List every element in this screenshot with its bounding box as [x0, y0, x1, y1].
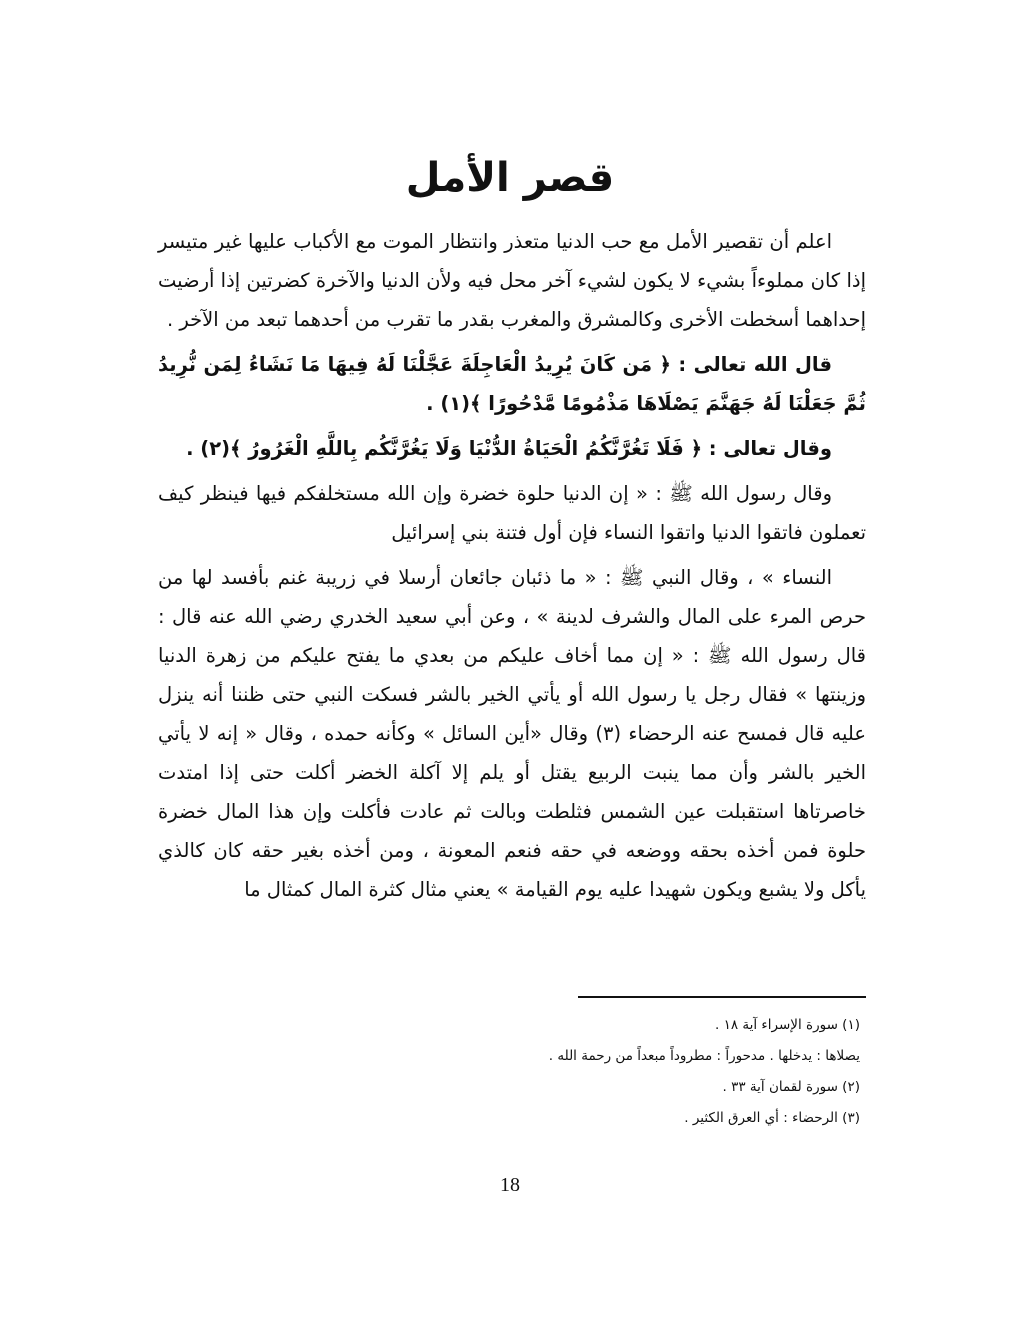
footnote-2: (٢) سورة لقمان آية ٣٣ .	[722, 1079, 860, 1095]
page-title: قصر الأمل	[405, 155, 615, 201]
footnotes	[300, 1010, 860, 1134]
body-text	[158, 222, 866, 915]
page-number: 18	[500, 1174, 520, 1196]
footnote-1: (١) سورة الإسراء آية ١٨ .	[714, 1017, 860, 1033]
footnote-3: (٣) الرحضاء : أي العرق الكثير .	[684, 1110, 860, 1126]
paragraph-quran-verse-1: قال الله تعالى : ﴿ مَن كَانَ يُرِيدُ الْعَاجِلَةَ عَجَّلْنَا لَهُ فِيهَا مَا نَشَاءُ لِمَن نُّرِيدُ ثُمَّ جَعَلْنَا لَهُ جَهَنَّمَ يَصْلَاهَا مَذْمُومًا مَّدْحُورًا ﴾(١) .	[158, 353, 866, 415]
paragraph-hadith-2: النساء » ، وقال النبي ﷺ : « ما ذئبان جائعان أرسلا في زريبة غنم بأفسد لها من حرص المرء على المال والشرف لدينة » ، وعن أبي سعيد الخدري رضي الله عنه قال : قال رسول الله ﷺ : « إن مما أخاف عليكم من بعدي ما يفتح عليكم من زهرة الدنيا وزينتها » فقال رجل يا رسول الله أو يأتي الخير بالشر فسكت النبي حتى ظننا أنه ينزل عليه قال فمسح عنه الرحضاء (٣) وقال «أين السائل » وكأنه حمده ، وقال « إنه لا يأتي الخير بالشر وأن مما ينبت الربيع يقتل أو يلم إلا آكلة الخضر أكلت حتى إذا امتدت خاصرتاها استقبلت عين الشمس فثلطت وبالت ثم عادت فأكلت وإن هذا المال خضرة حلوة فمن أخذه بحقه ووضعه في حقه فنعم المعونة ، ومن أخذه بغير حقه كان كالذي يأكل ولا يشبع ويكون شهيدا عليه يوم القيامة » يعني مثال كثرة المال كمثال ما	[158, 566, 866, 901]
paragraph-quran-verse-2: وقال تعالى : ﴿ فَلَا تَغُرَّنَّكُمُ الْحَيَاةُ الدُّنْيَا وَلَا يَغُرَّنَّكُم بِاللَّهِ الْغَرُورُ ﴾(٢) .	[186, 437, 832, 460]
footnote-divider	[578, 996, 866, 998]
paragraph-hadith-1: وقال رسول الله ﷺ : « إن الدنيا حلوة خضرة وإن الله مستخلفكم فيها فينظر كيف تعملون فاتقوا الدنيا واتقوا النساء فإن أول فتنة بني إسرائيل	[158, 482, 866, 544]
footnote-1-gloss: يصلاها : يدخلها . مدحوراً : مطروداً مبعداً من رحمة الله .	[548, 1048, 860, 1064]
paragraph-intro: اعلم أن تقصير الأمل مع حب الدنيا متعذر وانتظار الموت مع الأكباب عليها غير متيسر إذا كان مملوءاً بشيء لا يكون لشيء آخر محل فيه ولأن الدنيا والآخرة كضرتين إذا أرضيت إحداهما أسخطت الأخرى وكالمشرق والمغرب بقدر ما تقرب من أحدهما تبعد من الآخر .	[158, 230, 866, 331]
